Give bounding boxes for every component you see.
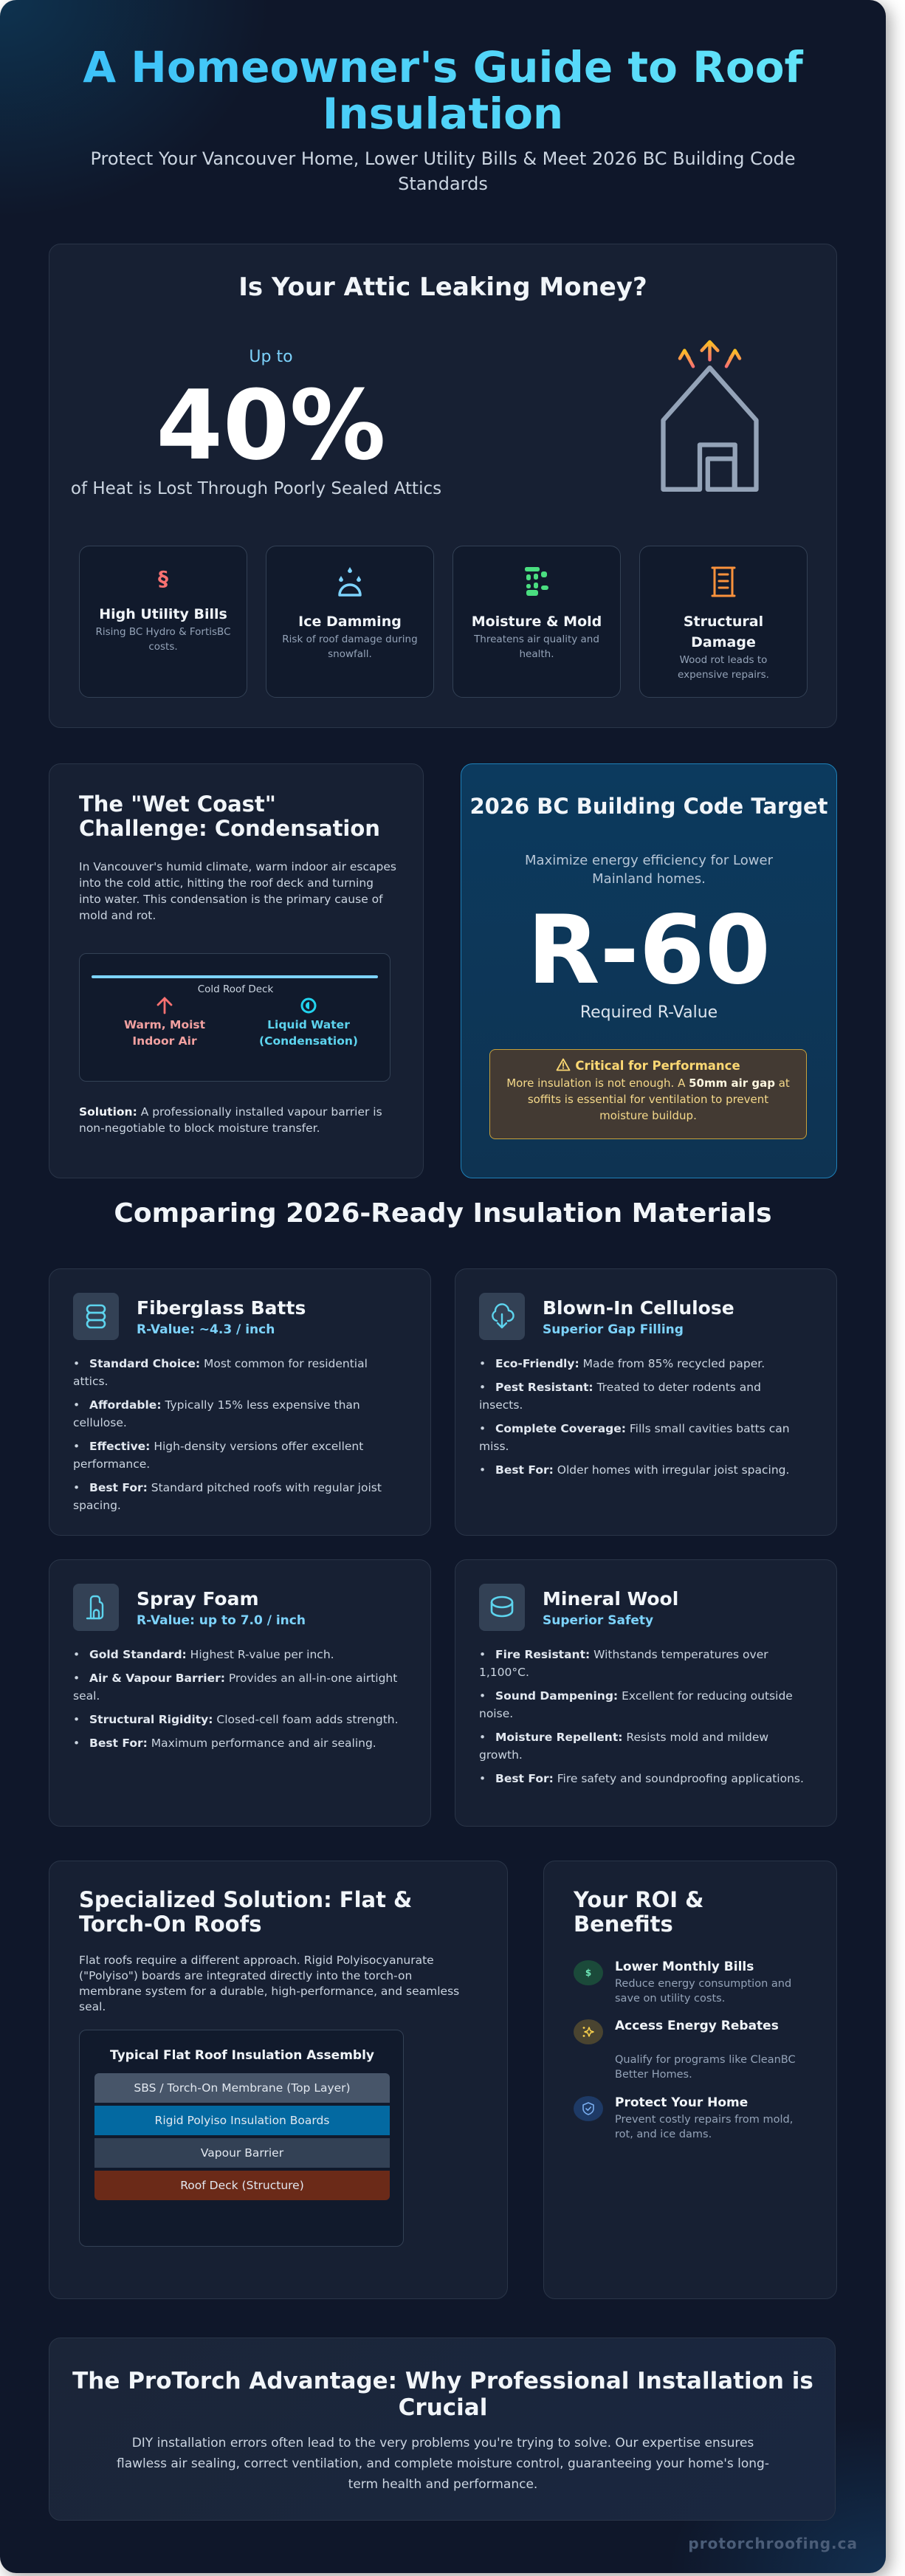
material-card-fiberglass [49,1268,431,1536]
layer-membrane: SBS / Torch-On Membrane (Top Layer) [94,2073,390,2103]
issue-card-moisture-mold [452,546,621,698]
water-drop-icon [300,997,317,1014]
material-point: • Affordable: Typically 15% less expensive than cellulose. [73,1396,401,1432]
issue-title: Structural Damage [683,614,764,650]
issue-card-structural-damage [639,546,808,698]
material-point: • Moisture Repellent: Resists mold and mildew growth. [479,1728,807,1764]
issue-desc: Rising BC Hydro & FortisBC costs. [95,626,231,653]
material-point: • Structural Rigidity: Closed-cell foam adds strength. [73,1711,401,1728]
warning-icon [556,1058,571,1071]
structure-icon [709,566,737,598]
material-point: • Fire Resistant: Withstands temperatures over 1,100°C. [479,1646,807,1681]
layer-roof-deck: Roof Deck (Structure) [94,2171,390,2200]
issue-desc: Threatens air quality and health. [474,633,599,660]
roof-deck-label: Cold Roof Deck [197,983,274,995]
material-point: • Gold Standard: Highest R-value per inch. [73,1646,401,1663]
roi-item-title: Protect Your Home [615,2095,749,2110]
svg-text:§: § [158,566,168,591]
critical-body [502,1075,794,1124]
material-point: • Best For: Fire safety and soundproofing applications. [479,1770,807,1787]
critical-callout [489,1049,807,1139]
material-point: • Complete Coverage: Fills small cavities batts can miss. [479,1420,807,1455]
heat-loss-percent: 40% [156,369,386,481]
material-card-mineral-wool [455,1559,837,1827]
material-subtitle: R-Value: ~4.3 / inch [137,1322,275,1337]
wet-coast-title: The "Wet Coast" Challenge: Condensation [79,791,380,841]
solution-text: A professionally installed vapour barrier is non-negotiable to block moisture transfer. [79,1105,382,1135]
material-card-cellulose [455,1268,837,1536]
batts-icon [73,1293,119,1340]
attic-section [49,244,837,728]
material-subtitle: Superior Safety [543,1613,654,1628]
assembly-diagram [79,2030,404,2247]
page-subtitle: Protect Your Vancouver Home, Lower Utility Bills & Meet 2026 BC Building Code Standards [90,148,796,194]
material-point: • Effective: High-density versions offer excellent performance. [73,1438,401,1473]
roi-item-desc: Reduce energy consumption and save on utility costs. [615,1978,792,2005]
code-target-title: 2026 BC Building Code Target [469,794,828,819]
page-title: A Homeowner's Guide to Roof Insulation [0,44,886,137]
issue-title: High Utility Bills [99,606,227,622]
wet-coast-body: In Vancouver's humid climate, warm indoor air escapes into the cold attic, hitting the roof deck and turning into water. This condensation is the primary cause of mold and rot. [79,860,396,922]
material-point: • Air & Vapour Barrier: Provides an all-in-one airtight seal. [73,1669,401,1705]
liquid-water-label: Liquid Water (Condensation) [259,1018,358,1048]
comparison-title: Comparing 2026-Ready Insulation Materials [114,1198,772,1229]
mold-icon [523,566,550,598]
assembly-title: Typical Flat Roof Insulation Assembly [110,2048,374,2063]
up-to-label: Up to [249,348,293,366]
material-name: Blown-In Cellulose [543,1297,734,1319]
material-points [73,1355,401,1520]
cloud-download-icon [479,1293,525,1340]
shield-check-icon [574,2096,603,2121]
arrow-up-icon [155,995,174,1014]
ice-dam-icon [335,566,365,598]
brand-url: protorchroofing.ca [688,2535,858,2552]
house-heat-loss-icon [640,330,773,500]
flat-roof-title: Specialized Solution: Flat & Torch-On Roofs [79,1887,413,1937]
sparkle-icon [574,2019,603,2044]
issue-title: Ice Damming [298,614,402,630]
material-point: • Best For: Older homes with irregular joist spacing. [479,1461,807,1479]
warm-air-label: Warm, Moist Indoor Air [123,1018,206,1048]
material-points [479,1646,807,1793]
material-name: Fiberglass Batts [137,1297,306,1319]
layer-polyiso: Rigid Polyiso Insulation Boards [94,2106,390,2135]
wool-roll-icon [479,1584,525,1631]
material-subtitle: R-Value: up to 7.0 / inch [137,1613,306,1628]
material-points [73,1646,401,1758]
issue-title: Moisture & Mold [471,614,602,630]
spray-can-icon [73,1584,119,1631]
material-point: • Best For: Maximum performance and air sealing. [73,1734,401,1752]
roi-section [543,1861,837,2299]
material-point: • Pest Resistant: Treated to deter rodents and insects. [479,1378,807,1414]
critical-title-row [502,1057,794,1075]
dollar-icon [152,566,174,591]
roi-item-title: Lower Monthly Bills [615,1960,754,1974]
wet-coast-solution [79,1104,404,1136]
attic-title: Is Your Attic Leaking Money? [238,272,647,302]
issue-card-ice-damming [266,546,434,698]
critical-title: Critical for Performance [575,1059,740,1073]
code-target-subtitle: Maximize energy efficiency for Lower Mainland homes. [525,853,773,887]
roi-item-title: Access Energy Rebates [615,2019,779,2033]
material-point: • Best For: Standard pitched roofs with regular joist spacing. [73,1479,401,1514]
material-subtitle: Superior Gap Filling [543,1322,684,1337]
material-card-spray-foam [49,1559,431,1827]
flat-roof-body: Flat roofs require a different approach. Rigid Polyisocyanurate ("Polyiso") boards are integrated directly into the torch-on membrane system for a durable, high-performance, and seamless seal. [79,1954,460,2013]
code-target-section [461,763,837,1178]
condensation-diagram [79,953,390,1082]
critical-text-before: More insulation is not enough. A [506,1076,689,1090]
issue-card-utility-bills [79,546,247,698]
protorch-advantage-section [49,2338,836,2521]
layer-vapour-barrier: Vapour Barrier [94,2138,390,2168]
flat-roof-section [49,1861,508,2299]
material-point: • Eco-Friendly: Made from 85% recycled paper. [479,1355,807,1373]
roi-item-desc: Prevent costly repairs from mold, rot, and ice dams. [615,2114,794,2140]
material-point: • Standard Choice: Most common for residential attics. [73,1355,401,1390]
material-point: • Sound Dampening: Excellent for reducing outside noise. [479,1687,807,1723]
solution-label: Solution: [79,1105,137,1119]
issue-desc: Risk of roof damage during snowfall. [282,633,418,660]
issue-desc: Wood rot leads to expensive repairs. [678,654,769,681]
critical-text-bold: 50mm air gap [689,1076,775,1090]
roi-title: Your ROI & Benefits [574,1887,704,1937]
material-points [479,1355,807,1485]
critical-text-after: at soffits is essential for ventilation to prevent moisture buildup. [527,1076,790,1122]
roi-item-desc: Qualify for programs like CleanBC Better Homes. [615,2054,796,2081]
r-value-label: Required R-Value [579,1003,718,1022]
r-value-number: R-60 [527,896,771,1006]
protorch-title: The ProTorch Advantage: Why Professional Installation is Crucial [72,2368,813,2421]
wet-coast-section [49,763,424,1178]
roof-deck-line [92,975,378,978]
dollar-icon: $ [574,1960,603,1985]
material-name: Mineral Wool [543,1588,679,1610]
material-name: Spray Foam [137,1588,259,1610]
protorch-body: DIY installation errors often lead to the very problems you're trying to solve. Our expertise ensures flawless air sealing, correct ventilation, and complete moisture control, guaranteeing your home's long-term health and performance. [117,2436,769,2492]
heat-loss-description: of Heat is Lost Through Poorly Sealed Attics [70,479,442,498]
